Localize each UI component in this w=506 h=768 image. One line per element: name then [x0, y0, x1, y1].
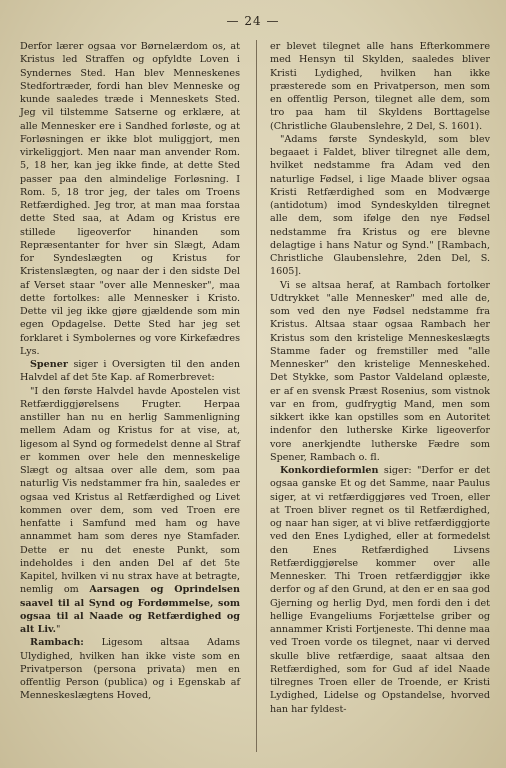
paragraph-right-4-text: siger: "Derfor er det ogsaa ganske Et og det Samme, naar Paulus siger, at vi retfærdiggjøres ved Troen, eller at Troen bliver regnet os til Retfærdighed, og naar han siger, at vi blive retfærdiggjorte ved den Enes Lydighed, eller at formedelst den Enes Retfærdighed Livsens Retfærdiggjørelse kommer over alle Mennesker. Thi Troen retfærdiggjør ikke derfor og af den Grund, at den er en saa god Gjerning og herlig Dyd, men fordi den i det hellige Evangeliums Forjættelse griber og annammer Kristi Fortjeneste. Thi denne maa ved Troen vorde os tilegnet, naar vi derved skulle blive retfærdige, saaat altsaa den Retfærdighed, som for Gud af idel Naade tilregnes Troen eller de Troende, er Kristi Lydighed, Lidelse og Opstandelse, hvorved han har fyldest- — [270, 465, 490, 715]
column-divider — [256, 40, 257, 752]
paragraph-right-3: Vi se altsaa heraf, at Rambach fortolker Udtrykket "alle Mennesker" med alle de, som ved den nye Fødsel nedstamme fra Kristus. Altsaa staar ogsaa Rambach her Kristus som den kristelige Menneskeslægts Stamme fader og fremstiller med "alle Mennesker" den kristelige Menneskehed. Det Stykke, som Pastor Valdeland oplæste, er af en svensk Præst Rosenius, som vistnok var en from, gudfrygtig Mand, men som sikkert ikke kan opstilles som en Autoritet indenfor den lutherske Kirke ligeoverfor vore anerkjendte lutherske Fædre som Spener, Rambach o. fl. — [270, 279, 490, 463]
paragraph-left-4-text: Ligesom altsaa Adams Ulydighed, hvilken han ikke viste som en Privatperson (persona privata) men en offentlig Person (publica) og i Egenskab af Menneskeslægtens Hoved, — [20, 637, 240, 702]
paragraph-left-2 — [20, 358, 240, 385]
speaker-rambach: Rambach: — [30, 637, 84, 649]
right-column — [270, 40, 490, 716]
paragraph-left-3 — [20, 385, 240, 637]
speaker-konkordieformlen: Konkordieformlen — [280, 465, 379, 476]
paragraph-right-2: "Adams første Syndeskyld, som blev begaaet i Faldet, bliver tilregnet alle dem, hvilket nedstamme fra Adam ved den naturlige Fødsel, i lige Maade bliver ogsaa Kristi Retfærdighed som en Modværge (antidotum) imod Syndeskylden tilregnet alle dem, som ifølge den nye Fødsel nedstamme fra Kristus og ere blevne delagtige i hans Natur og Synd." [Rambach, Christliche Glaubenslehre, 2den Del, S. 1605]. — [270, 133, 490, 278]
quote-spener-text: "I den første Halvdel havde Apostelen vist Retfærdiggjørelsens Frugter. Herpaa anstiller han nu en herlig Sammenligning mellem Adam og Kristus for at vise, at, ligesom al Synd og formedelst denne al Straf er kommen over hele den menneskelige Slægt og altsaa over alle dem, som paa naturlig Vis nedstammer fra hin, saaledes er ogsaa ved Kristus al Retfærdighed og Livet kommen over dem, som ved Troen ere henfatte i Samfund med ham og have annammet ham som deres nye Stamfader. Dette er nu det eneste Punkt, som indeholdes i den anden Del af det 5te Kapitel, hvilken vi nu strax have at betragte, nemlig om — [20, 385, 240, 596]
paragraph-right-4 — [270, 464, 490, 716]
paragraph-left-1: Derfor lærer ogsaa vor Børnelærdom os, at Kristus led Straffen og opfyldte Loven i Syndernes Sted. Han blev Menneskenes Stedfortræder, fordi han blev Menneske og kunde saaledes træde i Menneskets Sted. Jeg vil tilstemme Satserne og erklære, at alle Mennesker ere i Sandhed forløste, og at Forløsningen er ikke blot muliggjort, men virkeliggjort. Men naar man anvender Rom. 5, 18 her, kan jeg ikke finde, at dette Sted passer paa den almindelige Forløsning. I Rom. 5, 18 tror jeg, der tales om Troens Retfærdighed. Jeg tror, at man maa forstaa dette Sted saa, at Adam og Kristus ere stillede ligeoverfor hinanden som Repræsentanter for hver sin Slægt, Adam for Syndeslægten og Kristus for Kristenslægten, og naar der i den sidste Del af Verset staar "over alle Mennesker", maa dette fortolkes: alle Mennesker i Kristo. Dette vil jeg ikke gjøre gjældende som min egen Opdagelse. Dette Sted har jeg set forklaret i Symbolernes og vore Kirkefædres Lys. — [20, 41, 240, 357]
speaker-spener: Spener — [30, 359, 68, 370]
quote-spener-emphasis: Aarsagen og Oprindelsen saavel til al Synd og Fordømmelse, som ogsaa til al Naade og Retfærdighed og alt Liv. — [20, 584, 240, 635]
paragraph-left-4 — [20, 636, 240, 702]
quote-spener-close: " — [55, 624, 61, 635]
left-column — [20, 40, 240, 703]
paragraph-right-1: er blevet tilegnet alle hans Efterkommere med Hensyn til Skylden, saaledes bliver Kristi Lydighed, hvilken han ikke præsterede som en Privatperson, men som en offentlig Person, tilegnet alle dem, som tro paa ham til Skyldens Borttagelse (Christliche Glaubenslehre, 2 Del, S. 1601). — [270, 41, 490, 132]
page-number: — 24 — — [226, 14, 280, 28]
paragraph-left-2-text: siger i Oversigten til den anden Halvdel af det 5te Kap. af Romerbrevet: — [20, 359, 240, 384]
